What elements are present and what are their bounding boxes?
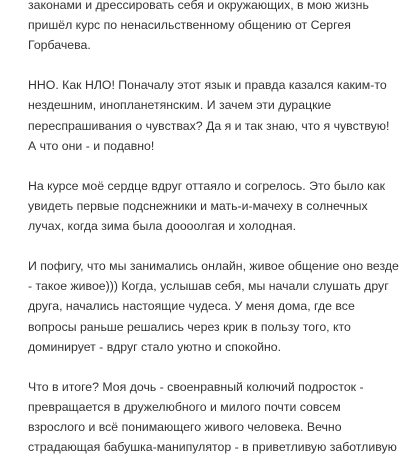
text-line: А что они - и подавно!	[28, 138, 155, 153]
text-line: увидеть первые подснежники и мать-и-мачеху в солнечных	[28, 198, 368, 213]
paragraph-nno-ufo	[28, 75, 400, 155]
text-line: вопросы раньше решались через крик в пользу того, кто	[28, 319, 351, 334]
text-line: На курсе моё сердце вдруг оттаяло и согрелось. Это было как	[28, 178, 386, 193]
paragraph-online-miracles	[28, 256, 400, 356]
text-line: ННО. Как НЛО! Поначалу этот язык и правда казался каким-то	[28, 78, 387, 93]
text-line: И пофигу, что мы занимались онлайн, живое общение оно везде	[28, 259, 399, 274]
post-text	[28, 0, 400, 457]
paragraph-course-intro	[28, 0, 400, 55]
text-line: лучах, когда зима была доооолгая и холодная.	[28, 219, 296, 234]
text-line: друга, начались настоящие чудеса. У меня дома, где все	[28, 299, 355, 314]
text-line: доминирует - вдруг стало уютно и спокойно.	[28, 339, 282, 354]
text-line: Что в итоге? Моя дочь - своенравный колючий подросток -	[28, 379, 364, 394]
text-line: пришёл курс по ненасильственному общению от Сергея	[28, 18, 351, 33]
paragraph-heart-thawed	[28, 176, 400, 236]
text-line: превращается в дружелюбного и милого почти совсем	[28, 399, 341, 414]
paragraph-results	[28, 377, 400, 457]
text-line: нездешним, инопланетянским. И зачем эти дурацкие	[28, 98, 332, 113]
text-line: Горбачева.	[28, 38, 91, 53]
text-line: страдающая бабушка-манипулятор - в приветливую заботливую	[28, 440, 397, 455]
text-line: - такое живое))) Когда, услышав себя, мы начали слушать друг	[28, 279, 389, 294]
text-line: переспрашивания о чувствах? Да я и так знаю, что я чувствую!	[28, 118, 390, 133]
text-line: взрослого и всё понимающего живого человека. Вечно	[28, 419, 342, 434]
text-line: законами и дрессировать себя и окружающих, в мою жизнь	[28, 0, 369, 12]
